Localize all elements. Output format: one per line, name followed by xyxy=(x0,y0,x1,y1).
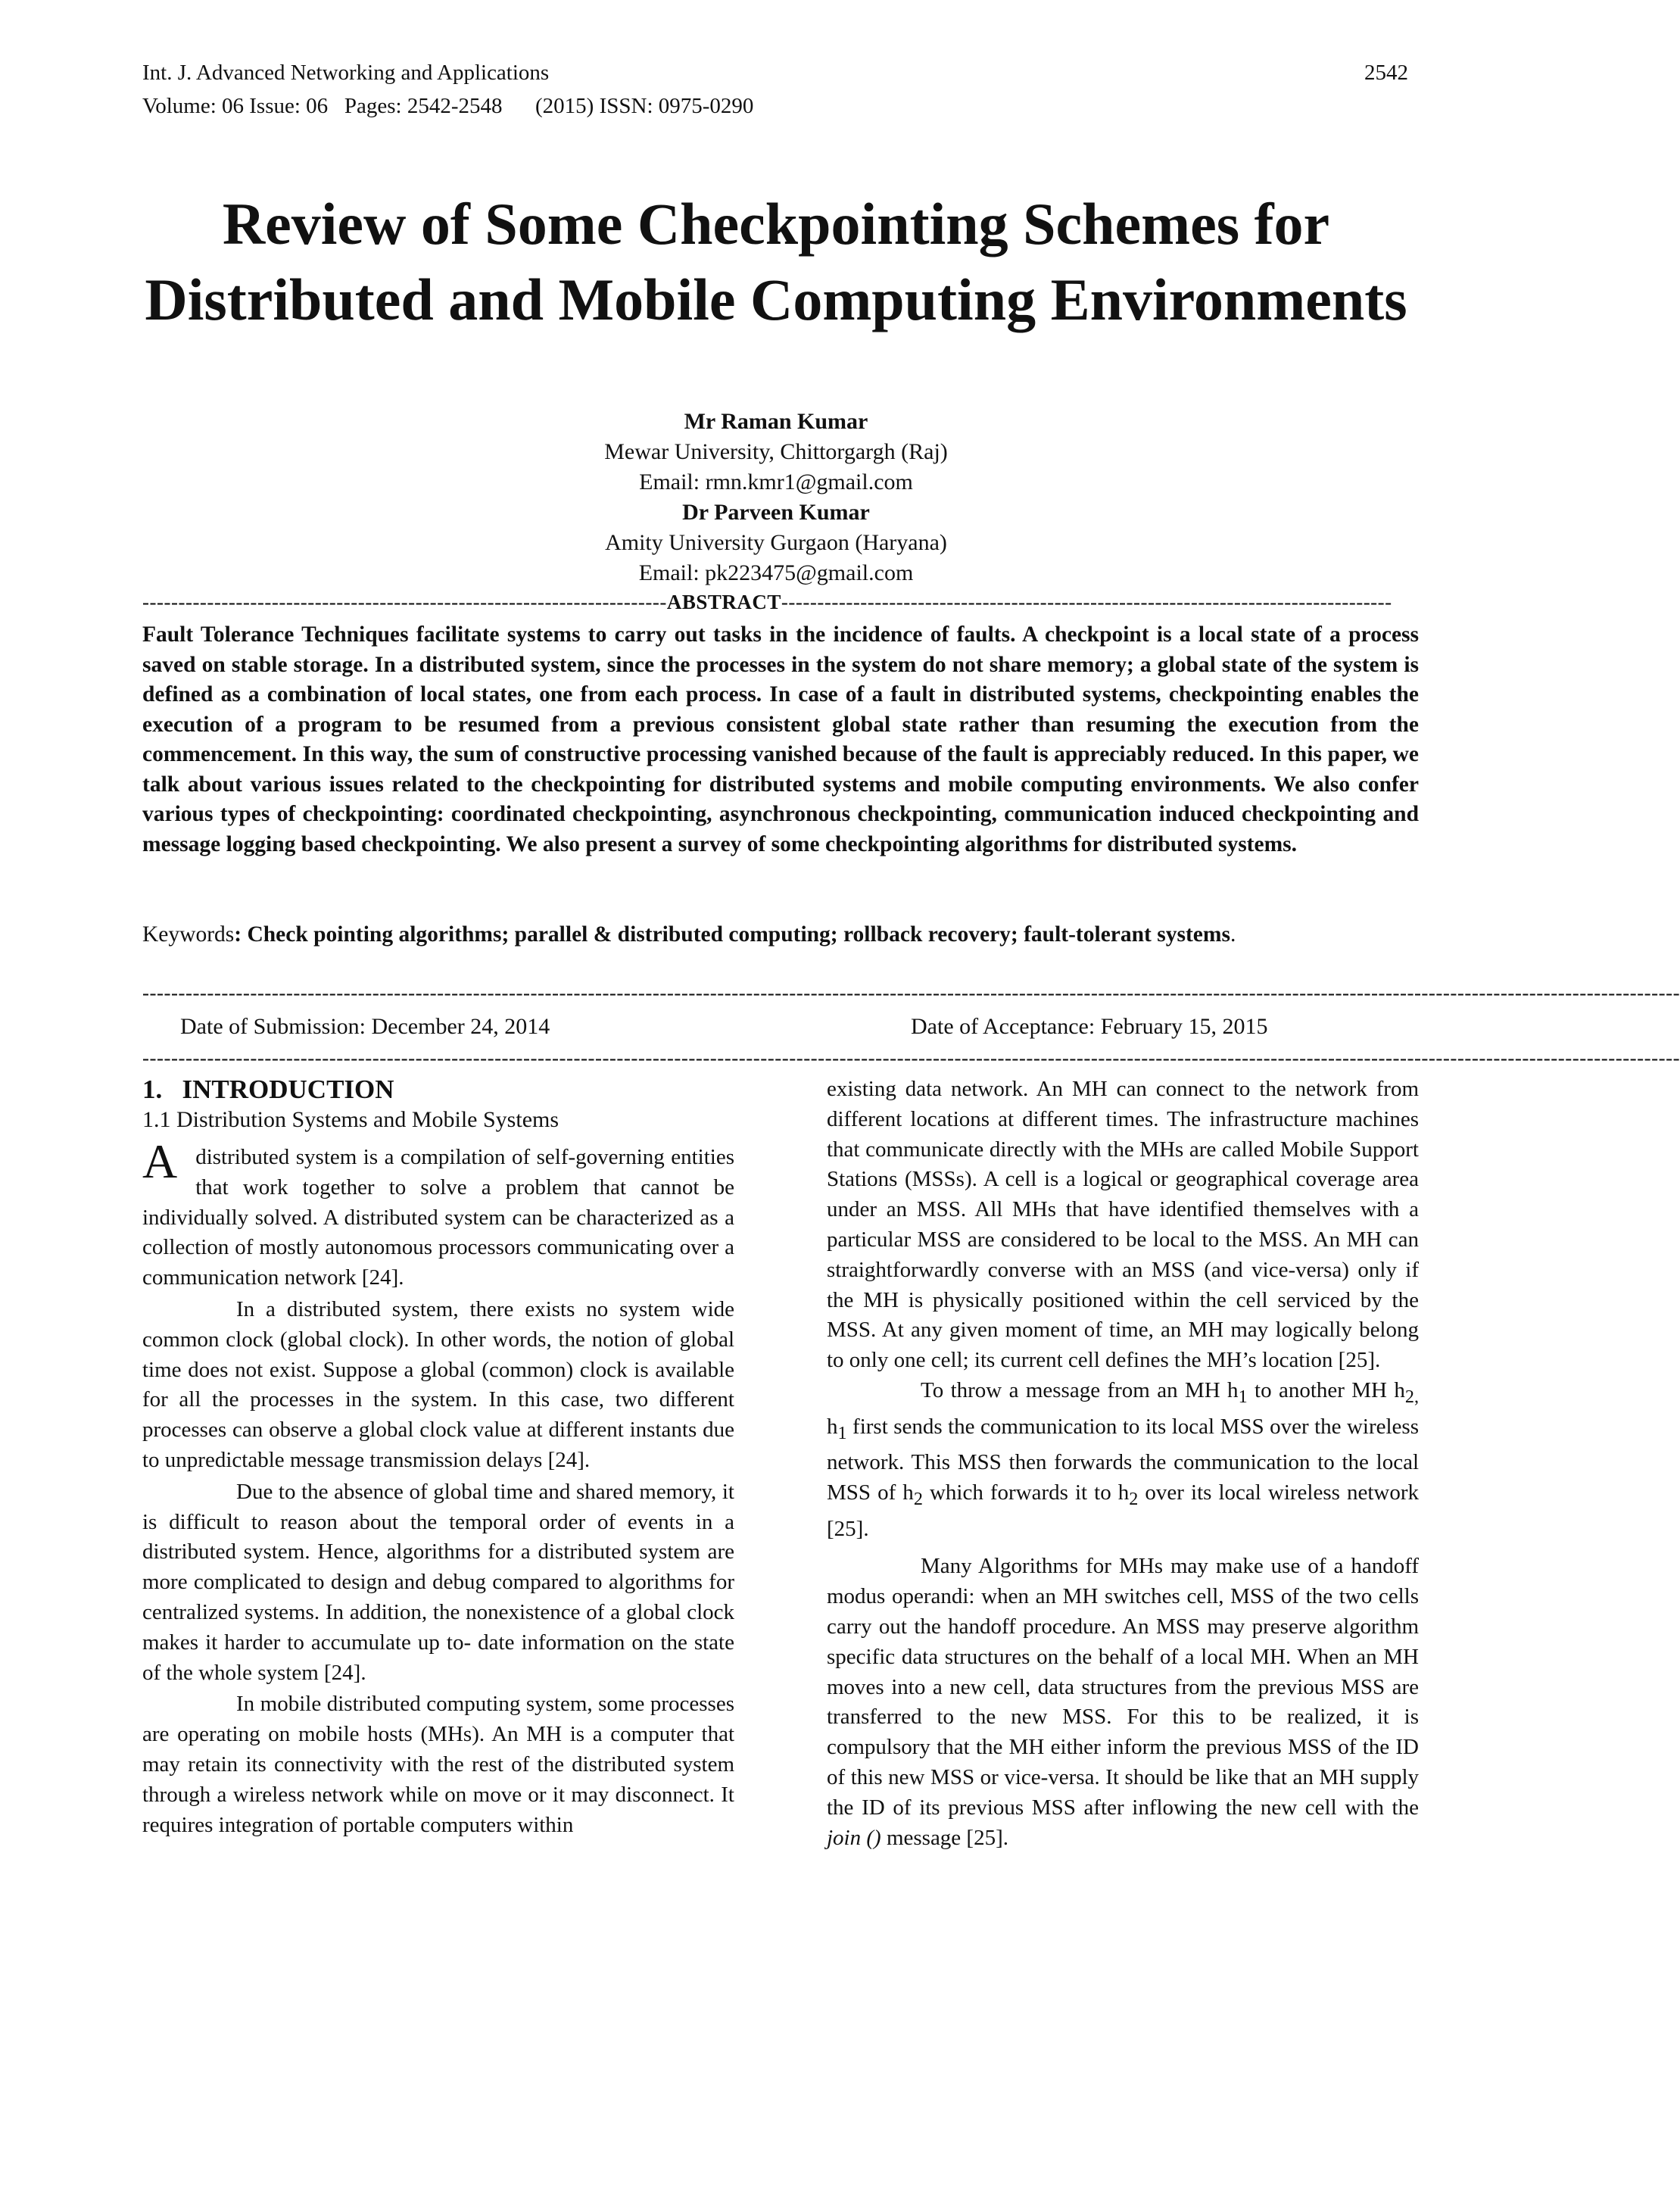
author-2-email[interactable]: Email: pk223475@gmail.com xyxy=(638,560,914,585)
right-paragraph-1: existing data network. An MH can connect to the network from different locations at different times. The infrastructure machines that communicate directly with the MHs are called Mobile Support Stations (MSSs). A cell is a logical or geographical coverage area under an MSS. All MHs that have identified themselves with a particular MSS are considered to be local to the MSS. An MH can straightforwardly converse with an MSS (and vice-versa) only if the MH is physically positioned within the cell serviced by the MSS. At any given moment of time, an MH may logically belong to only one cell; its current cell defines the MH’s location [25]. xyxy=(827,1077,1419,1373)
author-1-affiliation: Mewar University, Chittorgargh (Raj) xyxy=(604,439,948,464)
r2-text-d: first sends the communication to its local MSS over the wireless network. This MSS then forwards the communication to the local MSS of h xyxy=(827,1414,1419,1505)
r2-text-a: To throw a message from an MH h xyxy=(921,1377,1239,1402)
section-heading: 1. INTRODUCTION xyxy=(142,1075,394,1104)
abstract-heading: ABSTRACT xyxy=(666,591,781,613)
join-method: join () xyxy=(827,1825,881,1850)
keywords-label: Keywords xyxy=(142,922,235,947)
left-column xyxy=(142,1075,734,1840)
author-2-affiliation: Amity University Gurgaon (Haryana) xyxy=(605,530,947,555)
dash-rule-right: ------------------------------------------------------------------------------------- xyxy=(781,591,1392,613)
subscript-2c: 2 xyxy=(1129,1488,1139,1509)
abstract-text: Fault Tolerance Techniques facilitate systems to carry out tasks in the incidence of faults. A checkpoint is a local state of a process saved on stable storage. In a distributed system, since the processes in the system do not share memory; a global state of the system is defined as a combination of local states, one from each process. In case of a fault in distributed systems, checkpointing enables the execution of a program to be resumed from a previous consistent global state rather than resuming the execution from the commencement. In this way, the sum of constructive processing vanished because of the fault is appreciably reduced. In this paper, we talk about various issues related to the checkpointing for distributed systems and mobile computing environments. We also confer various types of checkpointing: coordinated checkpointing, asynchronous checkpointing, communication induced checkpointing and message logging based checkpointing. We also present a survey of some checkpointing algorithms for distributed systems. xyxy=(142,622,1419,856)
r3-text-a: Many Algorithms for MHs may make use of a handoff modus operandi: when an MH switches cell, MSS of the two cells carry out the handoff procedure. An MSS may preserve algorithm specific data structures on the behalf of a local MH. When an MH moves into a new cell, data structures from the previous MSS are transferred to the new MSS. For this to be realized, it is compulsory that the MH either inform the previous MSS of the ID of this new MSS or vice-versa. It should be like that an MH supply the ID of its previous MSS after inflowing the new cell with the xyxy=(827,1554,1419,1820)
drop-cap: A xyxy=(142,1134,178,1188)
paper-title: Review of Some Checkpointing Schemes for Distributed and Mobile Computing Environments xyxy=(145,191,1407,332)
r2-text-f: over its local wireless network [25]. xyxy=(827,1480,1419,1541)
subsection-heading: 1.1 Distribution Systems and Mobile Systems xyxy=(142,1107,559,1132)
intro-paragraph-1-text: distributed system is a compilation of self-governing entities that work together to solve a problem that cannot be individually solved. A distributed system can be characterized as a collection of mostly autonomous processors communicating over a communication network [24]. xyxy=(142,1145,734,1290)
page-number: 2542 xyxy=(1364,61,1408,85)
author-1-email[interactable]: Email: rmn.kmr1@gmail.com xyxy=(639,469,913,494)
intro-paragraph-3: Due to the absence of global time and shared memory, it is difficult to reason about the temporal order of events in a distributed system. Hence, algorithms for a distributed system are more complicated to design and debug compared to algorithms for centralized systems. In addition, the nonexistence of a global clock makes it harder to accumulate up to- date information on the state of the whole system [24]. xyxy=(142,1479,734,1685)
author-2-name: Dr Parveen Kumar xyxy=(682,500,870,525)
volume-line: Volume: 06 Issue: 06 Pages: 2542-2548 (2015) ISSN: 0975-0290 xyxy=(142,94,754,118)
r3-text-end: message [25]. xyxy=(886,1825,1008,1850)
dates-separator-top: ---------------------------------------------------------------------------------------------------------------------------------------------------------------------------------------------------------------------- xyxy=(142,981,1680,1004)
author-1-name: Mr Raman Kumar xyxy=(684,409,868,434)
dates-separator-bottom: ---------------------------------------------------------------------------------------------------------------------------------------------------------------------------------------------------------------------- xyxy=(142,1047,1680,1069)
subscript-2b: 2 xyxy=(913,1488,923,1509)
intro-paragraph-4: In mobile distributed computing system, some processes are operating on mobile hosts (MHs). An MH is a computer that may retain its connectivity with the rest of the distributed system through a wireless network while on move or it may disconnect. It requires integration of portable computers within xyxy=(142,1692,734,1837)
r2-text-c: h xyxy=(827,1414,838,1439)
abstract-separator xyxy=(142,591,1419,613)
right-paragraph-2 xyxy=(827,1376,1419,1544)
r2-text-e: which forwards it to h xyxy=(922,1480,1130,1505)
intro-paragraph-1 xyxy=(142,1134,734,1293)
journal-name: Int. J. Advanced Networking and Applications xyxy=(142,61,550,85)
right-paragraph-3 xyxy=(827,1552,1419,1853)
submission-date: Date of Submission: December 24, 2014 xyxy=(180,1014,550,1039)
acceptance-date: Date of Acceptance: February 15, 2015 xyxy=(911,1014,1268,1039)
r2-text-b: to another MH h xyxy=(1247,1377,1405,1402)
right-column xyxy=(827,1075,1419,1853)
subscript-1b: 1 xyxy=(837,1422,847,1443)
subscript-2: 2, xyxy=(1404,1386,1420,1407)
dash-rule-left: ------------------------------------------------------------------------- xyxy=(142,591,667,613)
keywords-list: Check pointing algorithms; parallel & distributed computing; rollback recovery; fault-tolerant systems xyxy=(247,922,1230,947)
intro-paragraph-2: In a distributed system, there exists no system wide common clock (global clock). In other words, the notion of global time does not exist. Suppose a global (common) clock is available for all the processes in the system. In this case, two different processes can observe a global clock value at different instants due to unpredictable message transmission delays [24]. xyxy=(142,1296,734,1472)
keywords: Keywords: Check pointing algorithms; parallel & distributed computing; rollback recovery; fault-tolerant systems. xyxy=(142,922,1236,947)
subscript-1: 1 xyxy=(1238,1386,1248,1407)
